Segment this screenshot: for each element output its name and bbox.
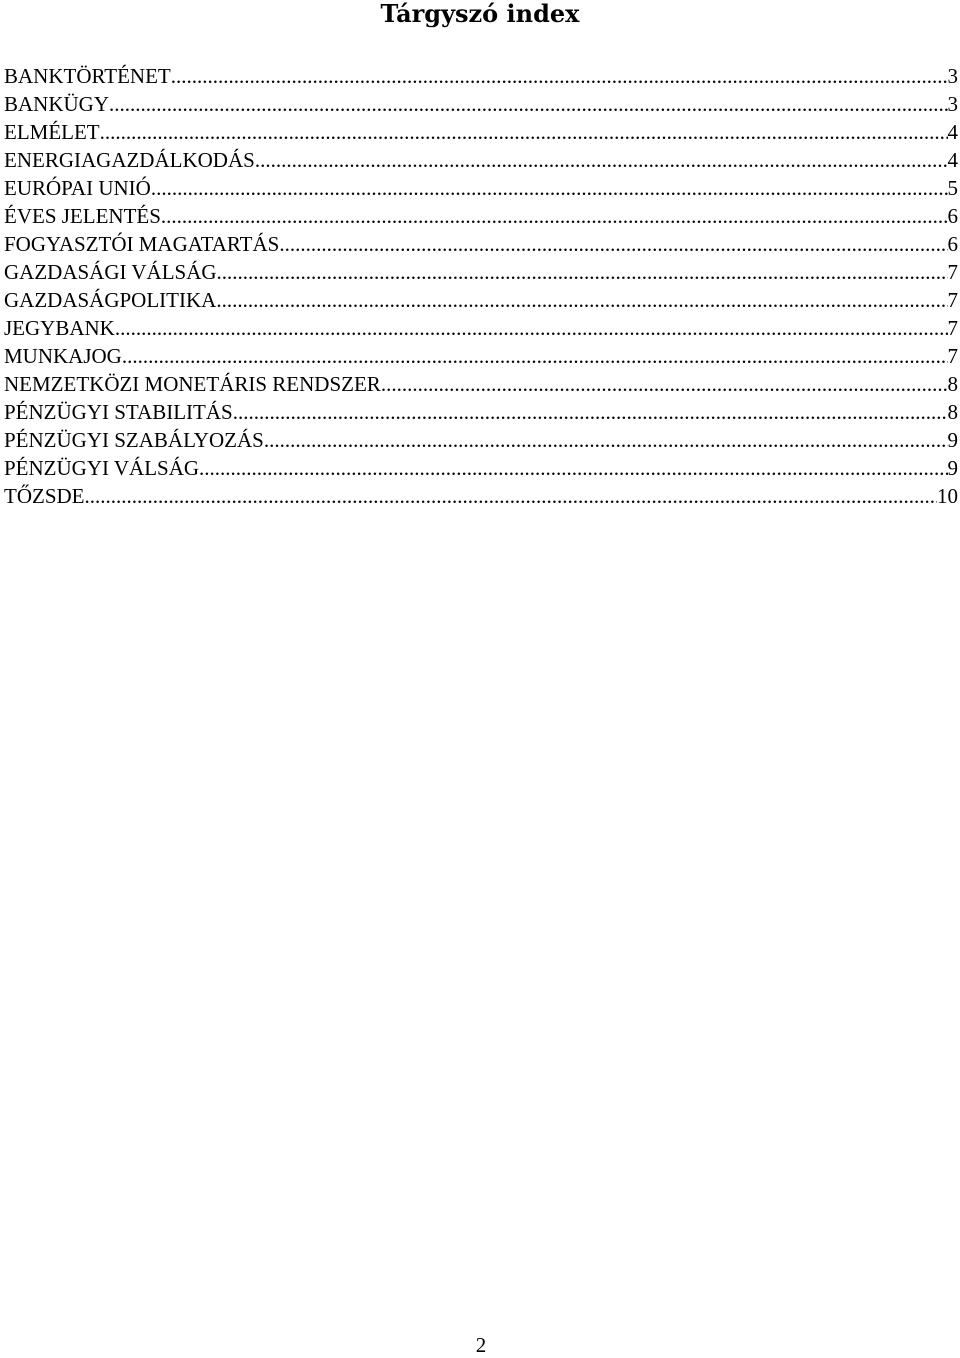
index-term: MUNKAJOG	[4, 344, 122, 368]
dot-leader	[217, 258, 948, 286]
index-list	[4, 62, 958, 510]
index-entry[interactable]	[4, 258, 958, 286]
index-page-number: 10	[937, 484, 958, 508]
index-entry[interactable]	[4, 90, 958, 118]
index-entry[interactable]	[4, 454, 958, 482]
dot-leader	[264, 426, 948, 454]
index-term: PÉNZÜGYI VÁLSÁG	[4, 456, 200, 480]
index-page-number: 7	[947, 288, 958, 312]
index-entry[interactable]	[4, 286, 958, 314]
dot-leader	[171, 62, 948, 90]
index-page-number: 8	[947, 372, 958, 396]
index-page-number: 7	[947, 344, 958, 368]
index-page-number: 3	[947, 64, 958, 88]
index-term: FOGYASZTÓI MAGATARTÁS	[4, 232, 280, 256]
index-page-number: 9	[947, 456, 958, 480]
index-term: PÉNZÜGYI STABILITÁS	[4, 400, 233, 424]
dot-leader	[381, 370, 948, 398]
index-entry[interactable]	[4, 398, 958, 426]
index-term: BANKÜGY	[4, 92, 109, 116]
dot-leader	[122, 342, 948, 370]
index-page-number: 7	[947, 260, 958, 284]
index-entry[interactable]	[4, 118, 958, 146]
footer-page-number: 2	[475, 1333, 487, 1357]
index-entry[interactable]	[4, 482, 958, 510]
index-entry[interactable]	[4, 370, 958, 398]
dot-leader	[115, 314, 948, 342]
index-page-number: 8	[947, 400, 958, 424]
index-page-number: 4	[947, 148, 958, 172]
index-entry[interactable]	[4, 62, 958, 90]
dot-leader	[255, 146, 948, 174]
index-entry[interactable]	[4, 342, 958, 370]
dot-leader	[85, 482, 938, 510]
index-entry[interactable]	[4, 146, 958, 174]
index-entry[interactable]	[4, 202, 958, 230]
index-entry[interactable]	[4, 314, 958, 342]
dot-leader	[100, 118, 948, 146]
index-term: GAZDASÁGPOLITIKA	[4, 288, 217, 312]
index-term: JEGYBANK	[4, 316, 115, 340]
index-term: ENERGIAGAZDÁLKODÁS	[4, 148, 255, 172]
dot-leader	[233, 398, 948, 426]
index-term: BANKTÖRTÉNET	[4, 64, 171, 88]
index-entry[interactable]	[4, 426, 958, 454]
index-page-number: 6	[947, 232, 958, 256]
index-term: ÉVES JELENTÉS	[4, 204, 161, 228]
dot-leader	[161, 202, 948, 230]
index-page-number: 9	[947, 428, 958, 452]
index-term: NEMZETKÖZI MONETÁRIS RENDSZER	[4, 372, 381, 396]
index-entry[interactable]	[4, 174, 958, 202]
index-page-number: 5	[947, 176, 958, 200]
index-page-number: 6	[947, 204, 958, 228]
dot-leader	[279, 230, 947, 258]
index-term: TŐZSDE	[4, 484, 85, 508]
index-term: ELMÉLET	[4, 120, 100, 144]
index-page-number: 7	[947, 316, 958, 340]
index-term: PÉNZÜGYI SZABÁLYOZÁS	[4, 428, 264, 452]
index-term: GAZDASÁGI VÁLSÁG	[4, 260, 217, 284]
dot-leader	[199, 454, 947, 482]
index-page-number: 4	[947, 120, 958, 144]
dot-leader	[216, 286, 947, 314]
dot-leader	[151, 174, 948, 202]
index-entry[interactable]	[4, 230, 958, 258]
page-title: Tárgyszó index	[380, 0, 580, 28]
dot-leader	[109, 90, 948, 118]
index-page-number: 3	[947, 92, 958, 116]
index-term: EURÓPAI UNIÓ	[4, 176, 151, 200]
